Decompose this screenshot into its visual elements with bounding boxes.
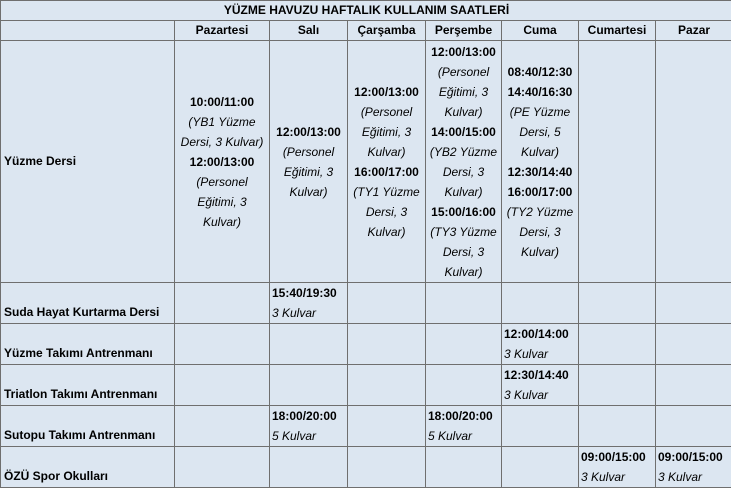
- schedule-cell: [426, 365, 502, 406]
- day-header: Cuma: [502, 21, 579, 41]
- entry-note: (YB2 Yüzme Dersi, 3 Kulvar): [428, 142, 499, 202]
- entry-note: 5 Kulvar: [272, 426, 345, 446]
- entry-note: (Personel Eğitimi, 3 Kulvar): [350, 102, 423, 162]
- entry-note: (Personel Eğitimi, 3 Kulvar): [428, 62, 499, 122]
- entry-time: 18:00/20:00: [272, 406, 345, 426]
- entry-time: 16:00/17:00: [504, 182, 576, 202]
- entry-note: (TY2 Yüzme Dersi, 3 Kulvar): [504, 202, 576, 262]
- entry-note: (PE Yüzme Dersi, 5 Kulvar): [504, 102, 576, 162]
- schedule-cell: [579, 324, 656, 365]
- entry-note: (YB1 Yüzme Dersi, 3 Kulvar): [177, 112, 267, 152]
- schedule-cell: [656, 406, 731, 447]
- schedule-cell: [270, 365, 348, 406]
- schedule-cell: [270, 41, 348, 283]
- schedule-cell: [426, 406, 502, 447]
- row-label: ÖZÜ Spor Okulları: [1, 447, 175, 488]
- schedule-cell: [426, 324, 502, 365]
- schedule-cell: [656, 365, 731, 406]
- schedule-cell: [579, 365, 656, 406]
- schedule-cell: [175, 324, 270, 365]
- schedule-cell: [502, 41, 579, 283]
- schedule-cell: [579, 406, 656, 447]
- entry-time: 16:00/17:00: [350, 162, 423, 182]
- entry-time: 18:00/20:00: [428, 406, 499, 426]
- row-label: Yüzme Dersi: [1, 41, 175, 283]
- entry-time: 14:00/15:00: [428, 122, 499, 142]
- schedule-cell: [348, 406, 426, 447]
- schedule-cell: [270, 406, 348, 447]
- entry-time: 15:40/19:30: [272, 283, 345, 303]
- schedule-cell: [579, 447, 656, 488]
- row-label: Suda Hayat Kurtarma Dersi: [1, 283, 175, 324]
- table-row: [1, 324, 731, 365]
- day-header: Çarşamba: [348, 21, 426, 41]
- schedule-cell: [656, 324, 731, 365]
- schedule-cell: [502, 324, 579, 365]
- schedule-cell: [348, 447, 426, 488]
- schedule-cell: [656, 283, 731, 324]
- entry-time: 12:30/14:40: [504, 365, 576, 385]
- schedule-cell: [656, 41, 731, 283]
- schedule-cell: [348, 365, 426, 406]
- schedule-cell: [502, 406, 579, 447]
- day-header: Pazar: [656, 21, 731, 41]
- entry-note: (Personel Eğitimi, 3 Kulvar): [272, 142, 345, 202]
- schedule-cell: [270, 324, 348, 365]
- entry-note: 3 Kulvar: [504, 385, 576, 405]
- schedule-cell: [175, 283, 270, 324]
- row-label: Yüzme Takımı Antrenmanı: [1, 324, 175, 365]
- entry-time: 14:40/16:30: [504, 82, 576, 102]
- schedule-cell: [270, 283, 348, 324]
- entry-time: 09:00/15:00: [581, 447, 653, 467]
- schedule-cell: [579, 41, 656, 283]
- entry-note: (Personel Eğitimi, 3 Kulvar): [177, 172, 267, 232]
- table-row: [1, 41, 731, 283]
- entry-time: 12:00/13:00: [272, 122, 345, 142]
- entry-note: 3 Kulvar: [581, 467, 653, 487]
- entry-time: 12:00/13:00: [350, 82, 423, 102]
- table-row: [1, 447, 731, 488]
- schedule-cell: [502, 365, 579, 406]
- day-header: Cumartesi: [579, 21, 656, 41]
- entry-note: 3 Kulvar: [658, 467, 730, 487]
- entry-time: 15:00/16:00: [428, 202, 499, 222]
- row-label: Triatlon Takımı Antrenmanı: [1, 365, 175, 406]
- corner-cell: [1, 21, 175, 41]
- table-row: [1, 406, 731, 447]
- row-label: Sutopu Takımı Antrenmanı: [1, 406, 175, 447]
- day-header: Pazartesi: [175, 21, 270, 41]
- schedule-cell: [175, 41, 270, 283]
- schedule-cell: [426, 283, 502, 324]
- entry-note: 5 Kulvar: [428, 426, 499, 446]
- table-row: [1, 283, 731, 324]
- entry-time: 12:30/14:40: [504, 162, 576, 182]
- schedule-cell: [426, 447, 502, 488]
- entry-time: 12:00/14:00: [504, 324, 576, 344]
- entry-time: 08:40/12:30: [504, 62, 576, 82]
- day-header: Salı: [270, 21, 348, 41]
- entry-time: 09:00/15:00: [658, 447, 730, 467]
- schedule-cell: [270, 447, 348, 488]
- entry-note: 3 Kulvar: [504, 344, 576, 364]
- schedule-cell: [579, 283, 656, 324]
- entry-time: 10:00/11:00: [177, 92, 267, 112]
- schedule-cell: [502, 447, 579, 488]
- entry-note: 3 Kulvar: [272, 303, 345, 323]
- schedule-cell: [348, 283, 426, 324]
- entry-time: 12:00/13:00: [177, 152, 267, 172]
- day-header: Perşembe: [426, 21, 502, 41]
- schedule-cell: [348, 41, 426, 283]
- entry-time: 12:00/13:00: [428, 42, 499, 62]
- schedule-cell: [426, 41, 502, 283]
- schedule-cell: [175, 447, 270, 488]
- entry-note: (TY3 Yüzme Dersi, 3 Kulvar): [428, 222, 499, 282]
- table-title: YÜZME HAVUZU HAFTALIK KULLANIM SAATLERİ: [1, 1, 731, 21]
- schedule-cell: [175, 406, 270, 447]
- table-row: [1, 365, 731, 406]
- schedule-cell: [502, 283, 579, 324]
- entry-note: (TY1 Yüzme Dersi, 3 Kulvar): [350, 182, 423, 242]
- schedule-cell: [348, 324, 426, 365]
- schedule-cell: [175, 365, 270, 406]
- schedule-cell: [656, 447, 731, 488]
